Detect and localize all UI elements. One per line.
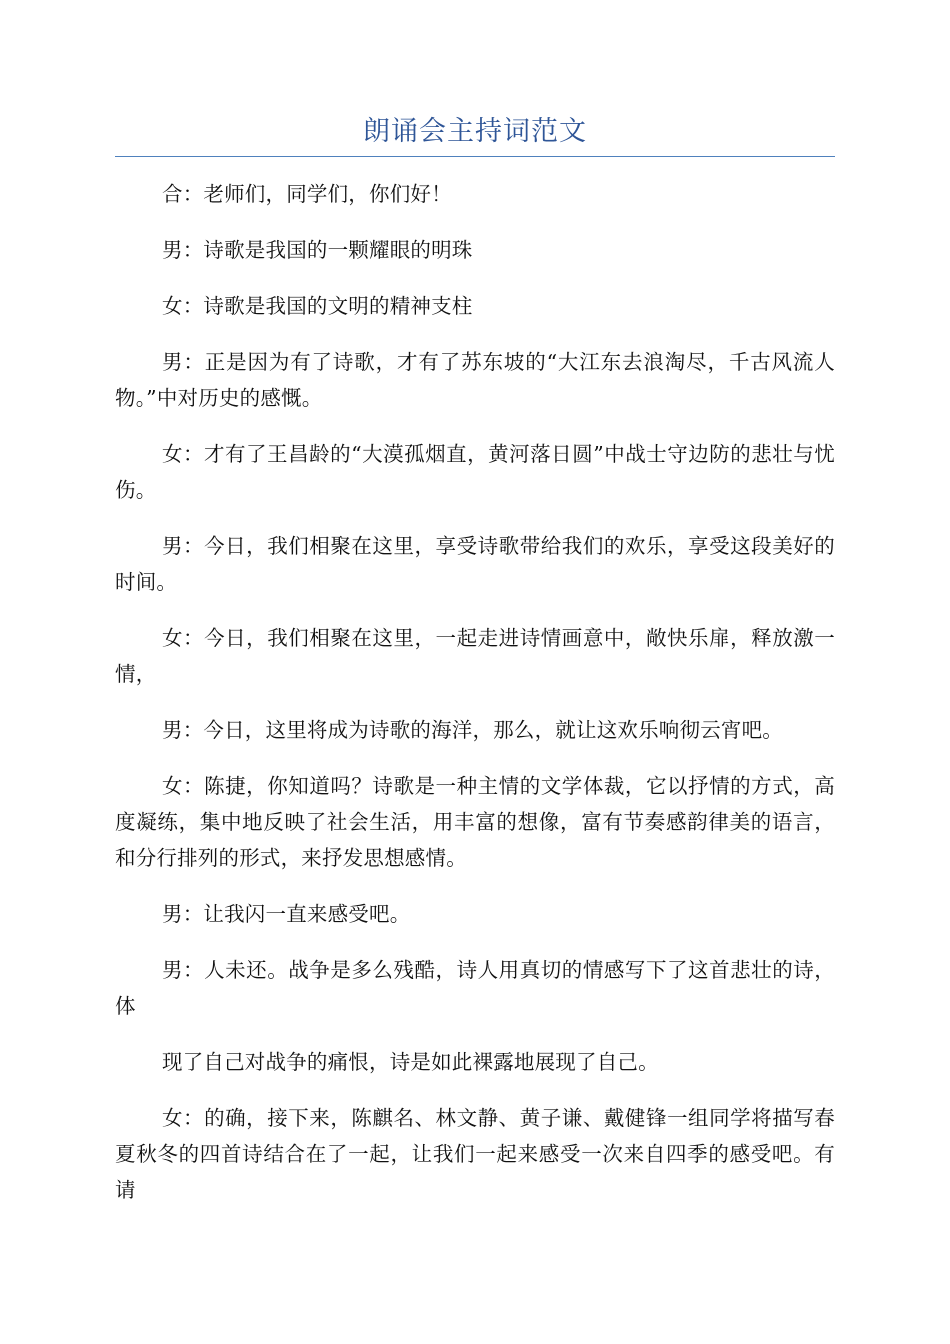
title-block (115, 112, 835, 157)
paragraph: 男：今日，我们相聚在这里，享受诗歌带给我们的欢乐，享受这段美好的时间。 (115, 534, 835, 594)
paragraph: 女：今日，我们相聚在这里，一起走进诗情画意中，敞快乐扉，释放激一情， (115, 626, 835, 686)
paragraph: 男：人未还。战争是多么残酷，诗人用真切的情感写下了这首悲壮的诗，体 (115, 958, 835, 1018)
paragraph: 现了自己对战争的痛恨，诗是如此裸露地展现了自己。 (162, 1050, 659, 1074)
paragraph: 女：诗歌是我国的文明的精神支柱 (162, 294, 473, 318)
document-title: 朗诵会主持词范文 (363, 116, 587, 147)
paragraph: 女：才有了王昌龄的“大漠孤烟直，黄河落日圆”中战士守边防的悲壮与忧伤。 (115, 442, 835, 502)
document-body (115, 176, 835, 1228)
paragraph: 男：正是因为有了诗歌，才有了苏东坡的“大江东去浪淘尽，千古风流人物。”中对历史的感慨。 (115, 350, 835, 410)
paragraph: 男：让我闪一直来感受吧。 (162, 902, 411, 926)
paragraph: 合：老师们，同学们，你们好！ (162, 182, 452, 206)
paragraph: 女：的确，接下来，陈麒名、林文静、黄子谦、戴健锋一组同学将描写春夏秋冬的四首诗结合在了一起，让我们一起来感受一次来自四季的感受吧。有请 (115, 1106, 835, 1202)
paragraph: 男：今日，这里将成为诗歌的海洋，那么，就让这欢乐响彻云宵吧。 (162, 718, 783, 742)
paragraph: 男：诗歌是我国的一颗耀眼的明珠 (162, 238, 473, 262)
paragraph: 女：陈捷，你知道吗？诗歌是一种主情的文学体裁，它以抒情的方式，高度凝练，集中地反映了社会生活，用丰富的想像，富有节奏感韵律美的语言，和分行排列的形式，来抒发思想感情。 (115, 774, 835, 870)
